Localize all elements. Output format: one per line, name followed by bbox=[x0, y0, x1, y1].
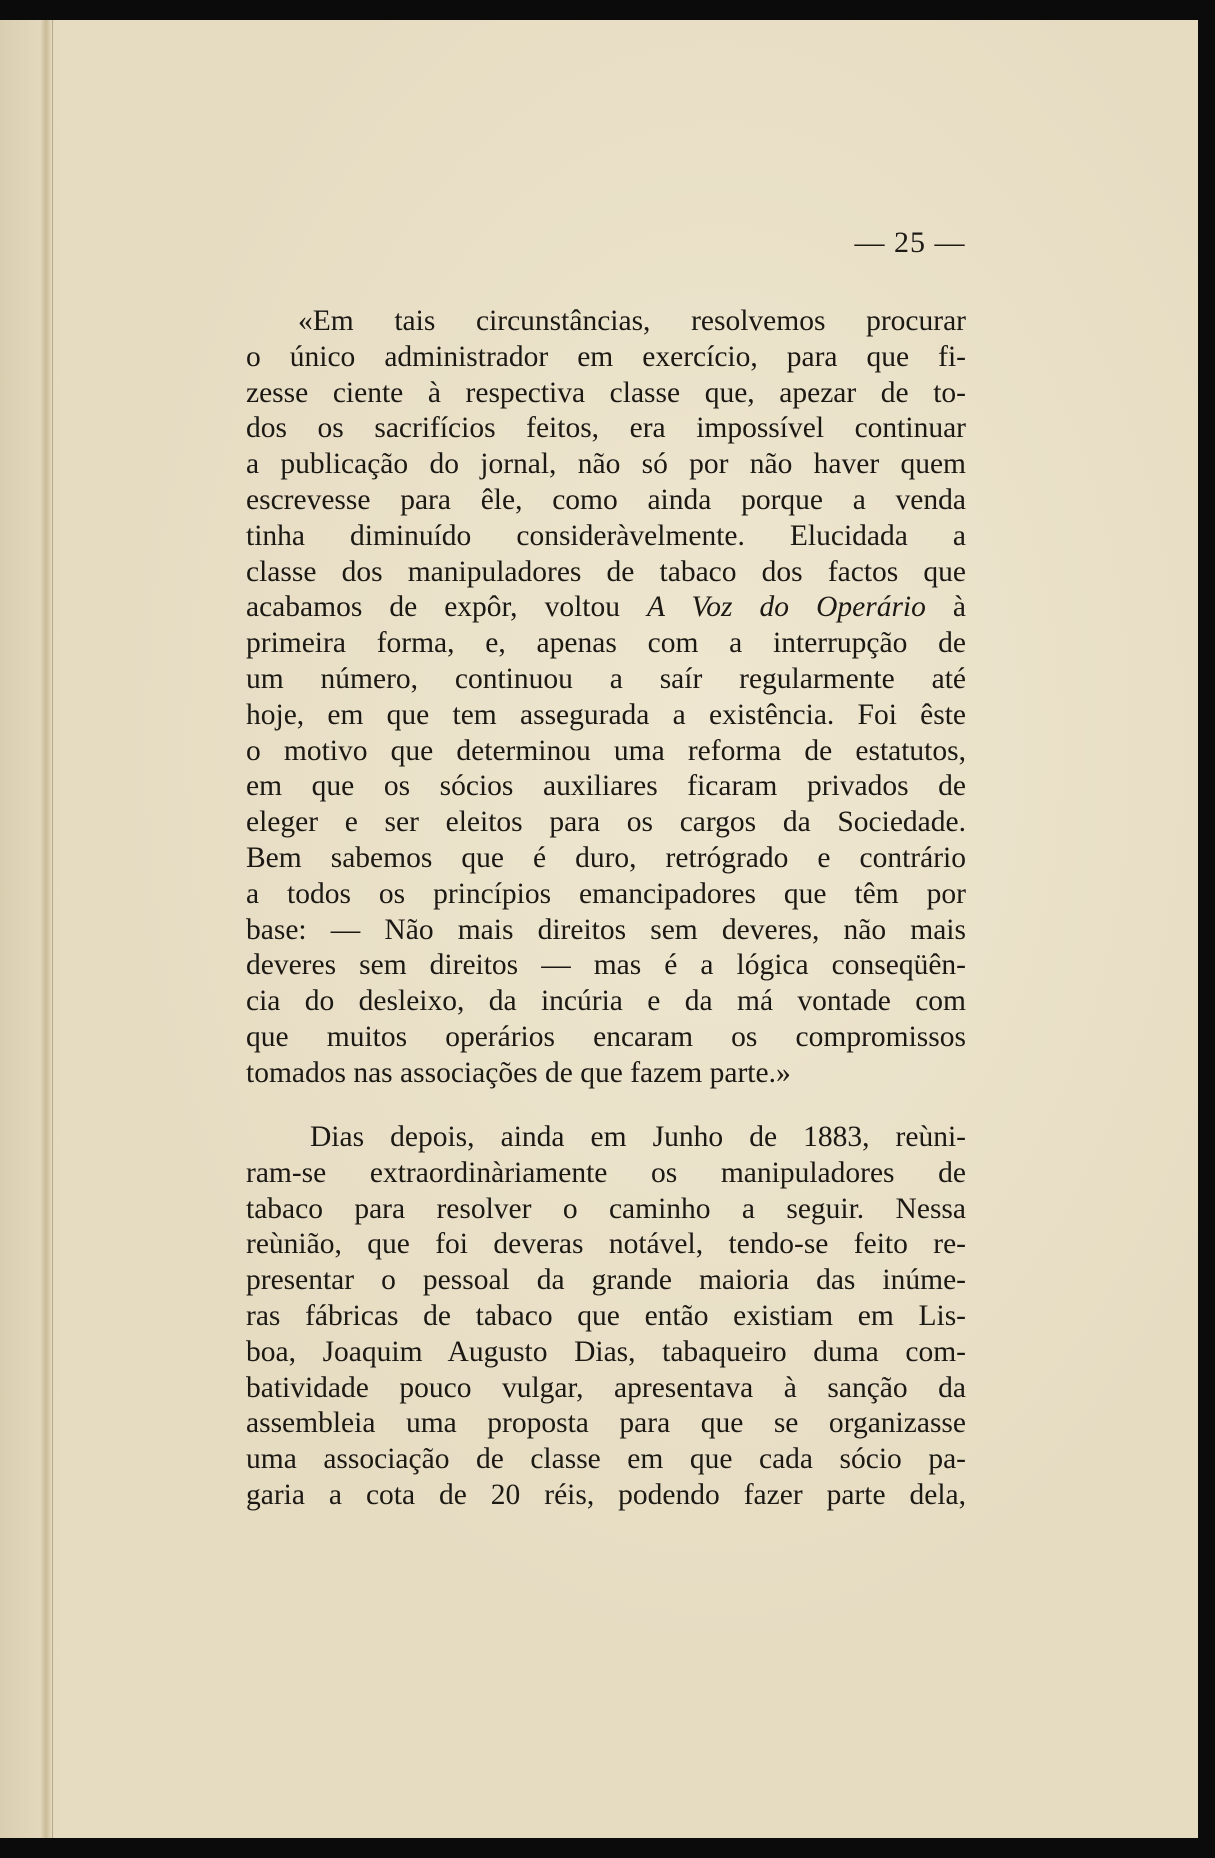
text-line: assembleia uma proposta para que se organizasse bbox=[246, 1407, 966, 1440]
text-line: base: — Não mais direitos sem deveres, não mais bbox=[246, 913, 966, 946]
text-line: hoje, em que tem assegurada a existência. Foi êste bbox=[246, 698, 966, 731]
text-line-with-title bbox=[246, 590, 966, 626]
text-line: a publicação do jornal, não só por não haver quem bbox=[246, 448, 966, 481]
text-line: batividade pouco vulgar, apresentava à sanção da bbox=[246, 1371, 966, 1404]
text-line: ram-se extraordinàriamente os manipuladores de bbox=[246, 1156, 966, 1189]
paragraph-body bbox=[246, 1120, 966, 1514]
text-line: uma associação de classe em que cada sócio pa- bbox=[246, 1443, 966, 1476]
text-line: zesse ciente à respectiva classe que, apezar de to- bbox=[246, 376, 966, 409]
text-line: cia do desleixo, da incúria e da má vontade com bbox=[246, 985, 966, 1018]
text-line: garia a cota de 20 réis, podendo fazer parte dela, bbox=[246, 1478, 966, 1511]
text-line: reùnião, que foi deveras notável, tendo-se feito re- bbox=[246, 1228, 966, 1261]
text-line: tomados nas associações de que fazem parte.» bbox=[246, 1056, 791, 1089]
page-number: — 25 — bbox=[854, 226, 966, 259]
text-line: a todos os princípios emancipadores que têm por bbox=[246, 877, 966, 910]
text-segment: à bbox=[952, 591, 966, 624]
text-line: classe dos manipuladores de tabaco dos factos que bbox=[246, 555, 966, 588]
newspaper-title: A Voz do Operário bbox=[647, 591, 926, 624]
paragraph-quote bbox=[246, 304, 966, 1092]
text-line: ras fábricas de tabaco que então existiam em Lis- bbox=[246, 1299, 966, 1332]
text-line: boa, Joaquim Augusto Dias, tabaqueiro duma com- bbox=[246, 1335, 966, 1368]
text-line: eleger e ser eleitos para os cargos da Sociedade. bbox=[246, 806, 966, 839]
text-segment: acabamos de expôr, voltou bbox=[246, 591, 620, 624]
text-line: que muitos operários encaram os compromissos bbox=[246, 1020, 966, 1053]
text-line: o único administrador em exercício, para que fi- bbox=[246, 340, 966, 373]
text-line: tinha diminuído consideràvelmente. Elucidada a bbox=[246, 519, 966, 552]
text-line: em que os sócios auxiliares ficaram privados de bbox=[246, 770, 966, 803]
text-line: um número, continuou a saír regularmente até bbox=[246, 662, 966, 695]
text-line: «Em tais circunstâncias, resolvemos procurar bbox=[298, 305, 966, 337]
text-line: o motivo que determinou uma reforma de estatutos, bbox=[246, 734, 966, 767]
text-line: Dias depois, ainda em Junho de 1883, reùni- bbox=[310, 1121, 966, 1153]
text-line: Bem sabemos que é duro, retrógrado e contrário bbox=[246, 841, 966, 874]
text-line: escrevesse para êle, como ainda porque a venda bbox=[246, 483, 966, 516]
text-line: presentar o pessoal da grande maioria das inúme- bbox=[246, 1264, 966, 1297]
text-line: deveres sem direitos — mas é a lógica conseqüên- bbox=[246, 949, 966, 982]
text-line: tabaco para resolver o caminho a seguir. Nessa bbox=[246, 1192, 966, 1225]
text-line: primeira forma, e, apenas com a interrupção de bbox=[246, 627, 966, 660]
text-line: dos os sacrifícios feitos, era impossível continuar bbox=[246, 412, 966, 445]
page-binding-edge bbox=[0, 20, 53, 1838]
